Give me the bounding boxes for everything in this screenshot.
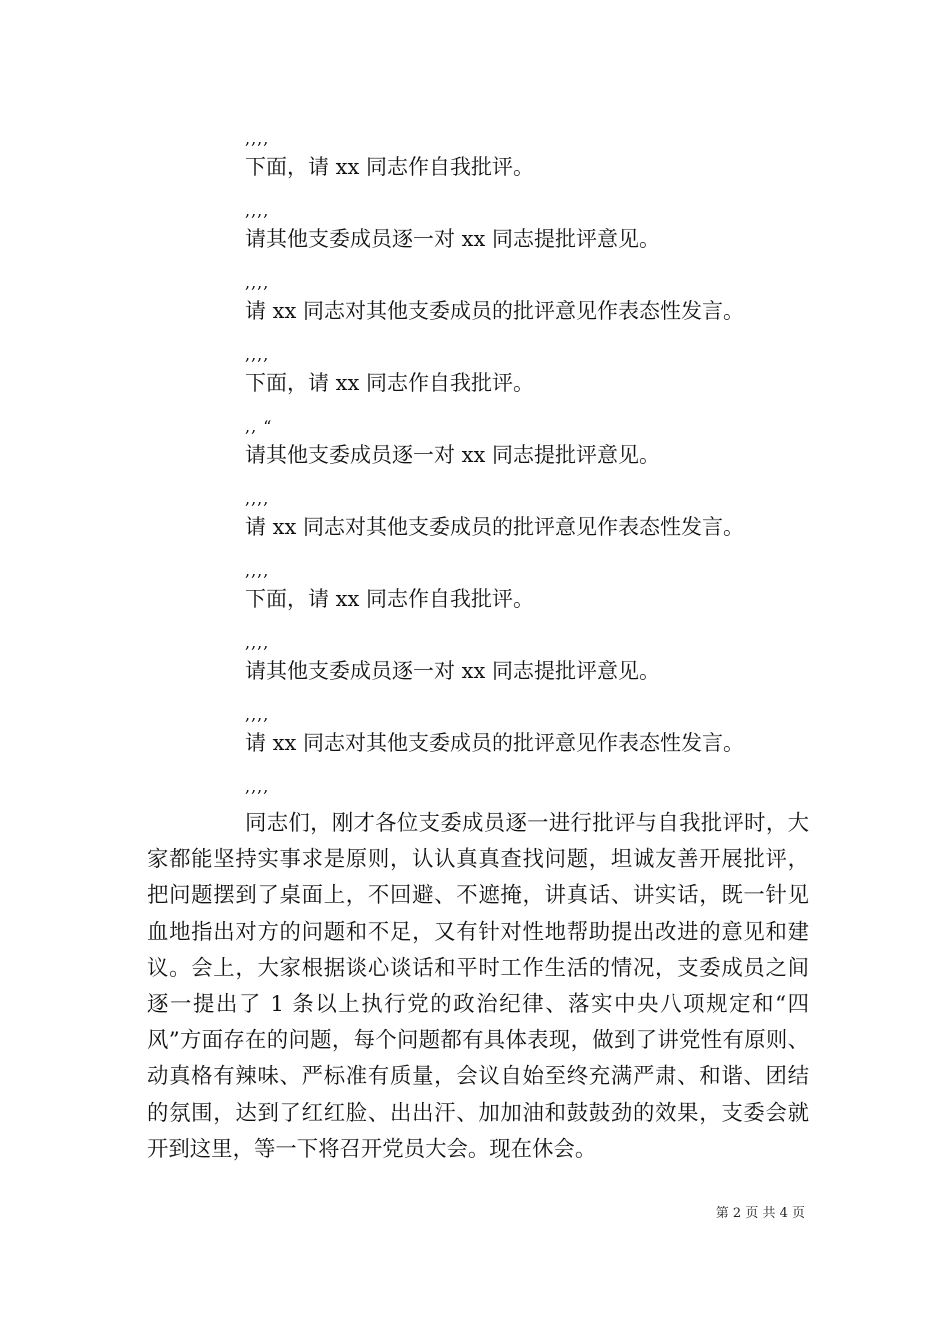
entry-marker: ,,,, <box>245 345 270 364</box>
entry-marker: ,,,, <box>245 633 270 652</box>
entry-marker: ,,,, <box>245 273 270 292</box>
entry-marker: ,,,, <box>245 489 270 508</box>
entry-marker: ,,,, <box>245 129 270 148</box>
entry-line: 请其他支委成员逐一对 xx 同志提批评意见。 <box>245 443 661 467</box>
page-number: 第 2 页 共 4 页 <box>715 1206 805 1221</box>
entry-line: 请其他支委成员逐一对 xx 同志提批评意见。 <box>245 659 661 683</box>
entry-line: 请 xx 同志对其他支委成员的批评意见作表态性发言。 <box>245 299 745 323</box>
entry-line: 下面，请 xx 同志作自我批评。 <box>245 371 535 395</box>
entry-line: 下面，请 xx 同志作自我批评。 <box>245 587 535 611</box>
entry-marker: ,,,, <box>245 201 270 220</box>
entry-line: 请其他支委成员逐一对 xx 同志提批评意见。 <box>245 227 661 251</box>
entry-line: 下面，请 xx 同志作自我批评。 <box>245 155 535 179</box>
entry-marker: ,,,, <box>245 705 270 724</box>
final-marker: ,,,, <box>245 777 270 796</box>
entry-marker: ,,,, <box>245 561 270 580</box>
entry-line: 请 xx 同志对其他支委成员的批评意见作表态性发言。 <box>245 515 745 539</box>
entry-marker: ,, “ <box>245 417 273 436</box>
summary-paragraph: 同志们，刚才各位支委成员逐一进行批评与自我批评时，大家都能坚持实事求是原则，认认真真查找问题，坦诚友善开展批评，把问题摆到了桌面上，不回避、不遮掩，讲真话、讲实话，既一针见血地指出对方的问题和不足，又有针对性地帮助提出改进的意见和建议。会上，大家根据谈心谈话和平时工作生活的情况，支委成员之间逐一提出了 1 条以上执行党的政治纪律、落实中央八项规定和“四风”方面存在的问题，每个问题都有具体表现，做到了讲党性有原则、动真格有辣味、严标准有质量，会议自始至终充满严肃、和谐、团结的氛围，达到了红红脸、出出汗、加加油和鼓鼓劲的效果，支委会就开到这里，等一下将召开党员大会。现在休会。 <box>147 811 809 1162</box>
entry-line: 请 xx 同志对其他支委成员的批评意见作表态性发言。 <box>245 731 745 755</box>
entry-list <box>245 128 845 798</box>
